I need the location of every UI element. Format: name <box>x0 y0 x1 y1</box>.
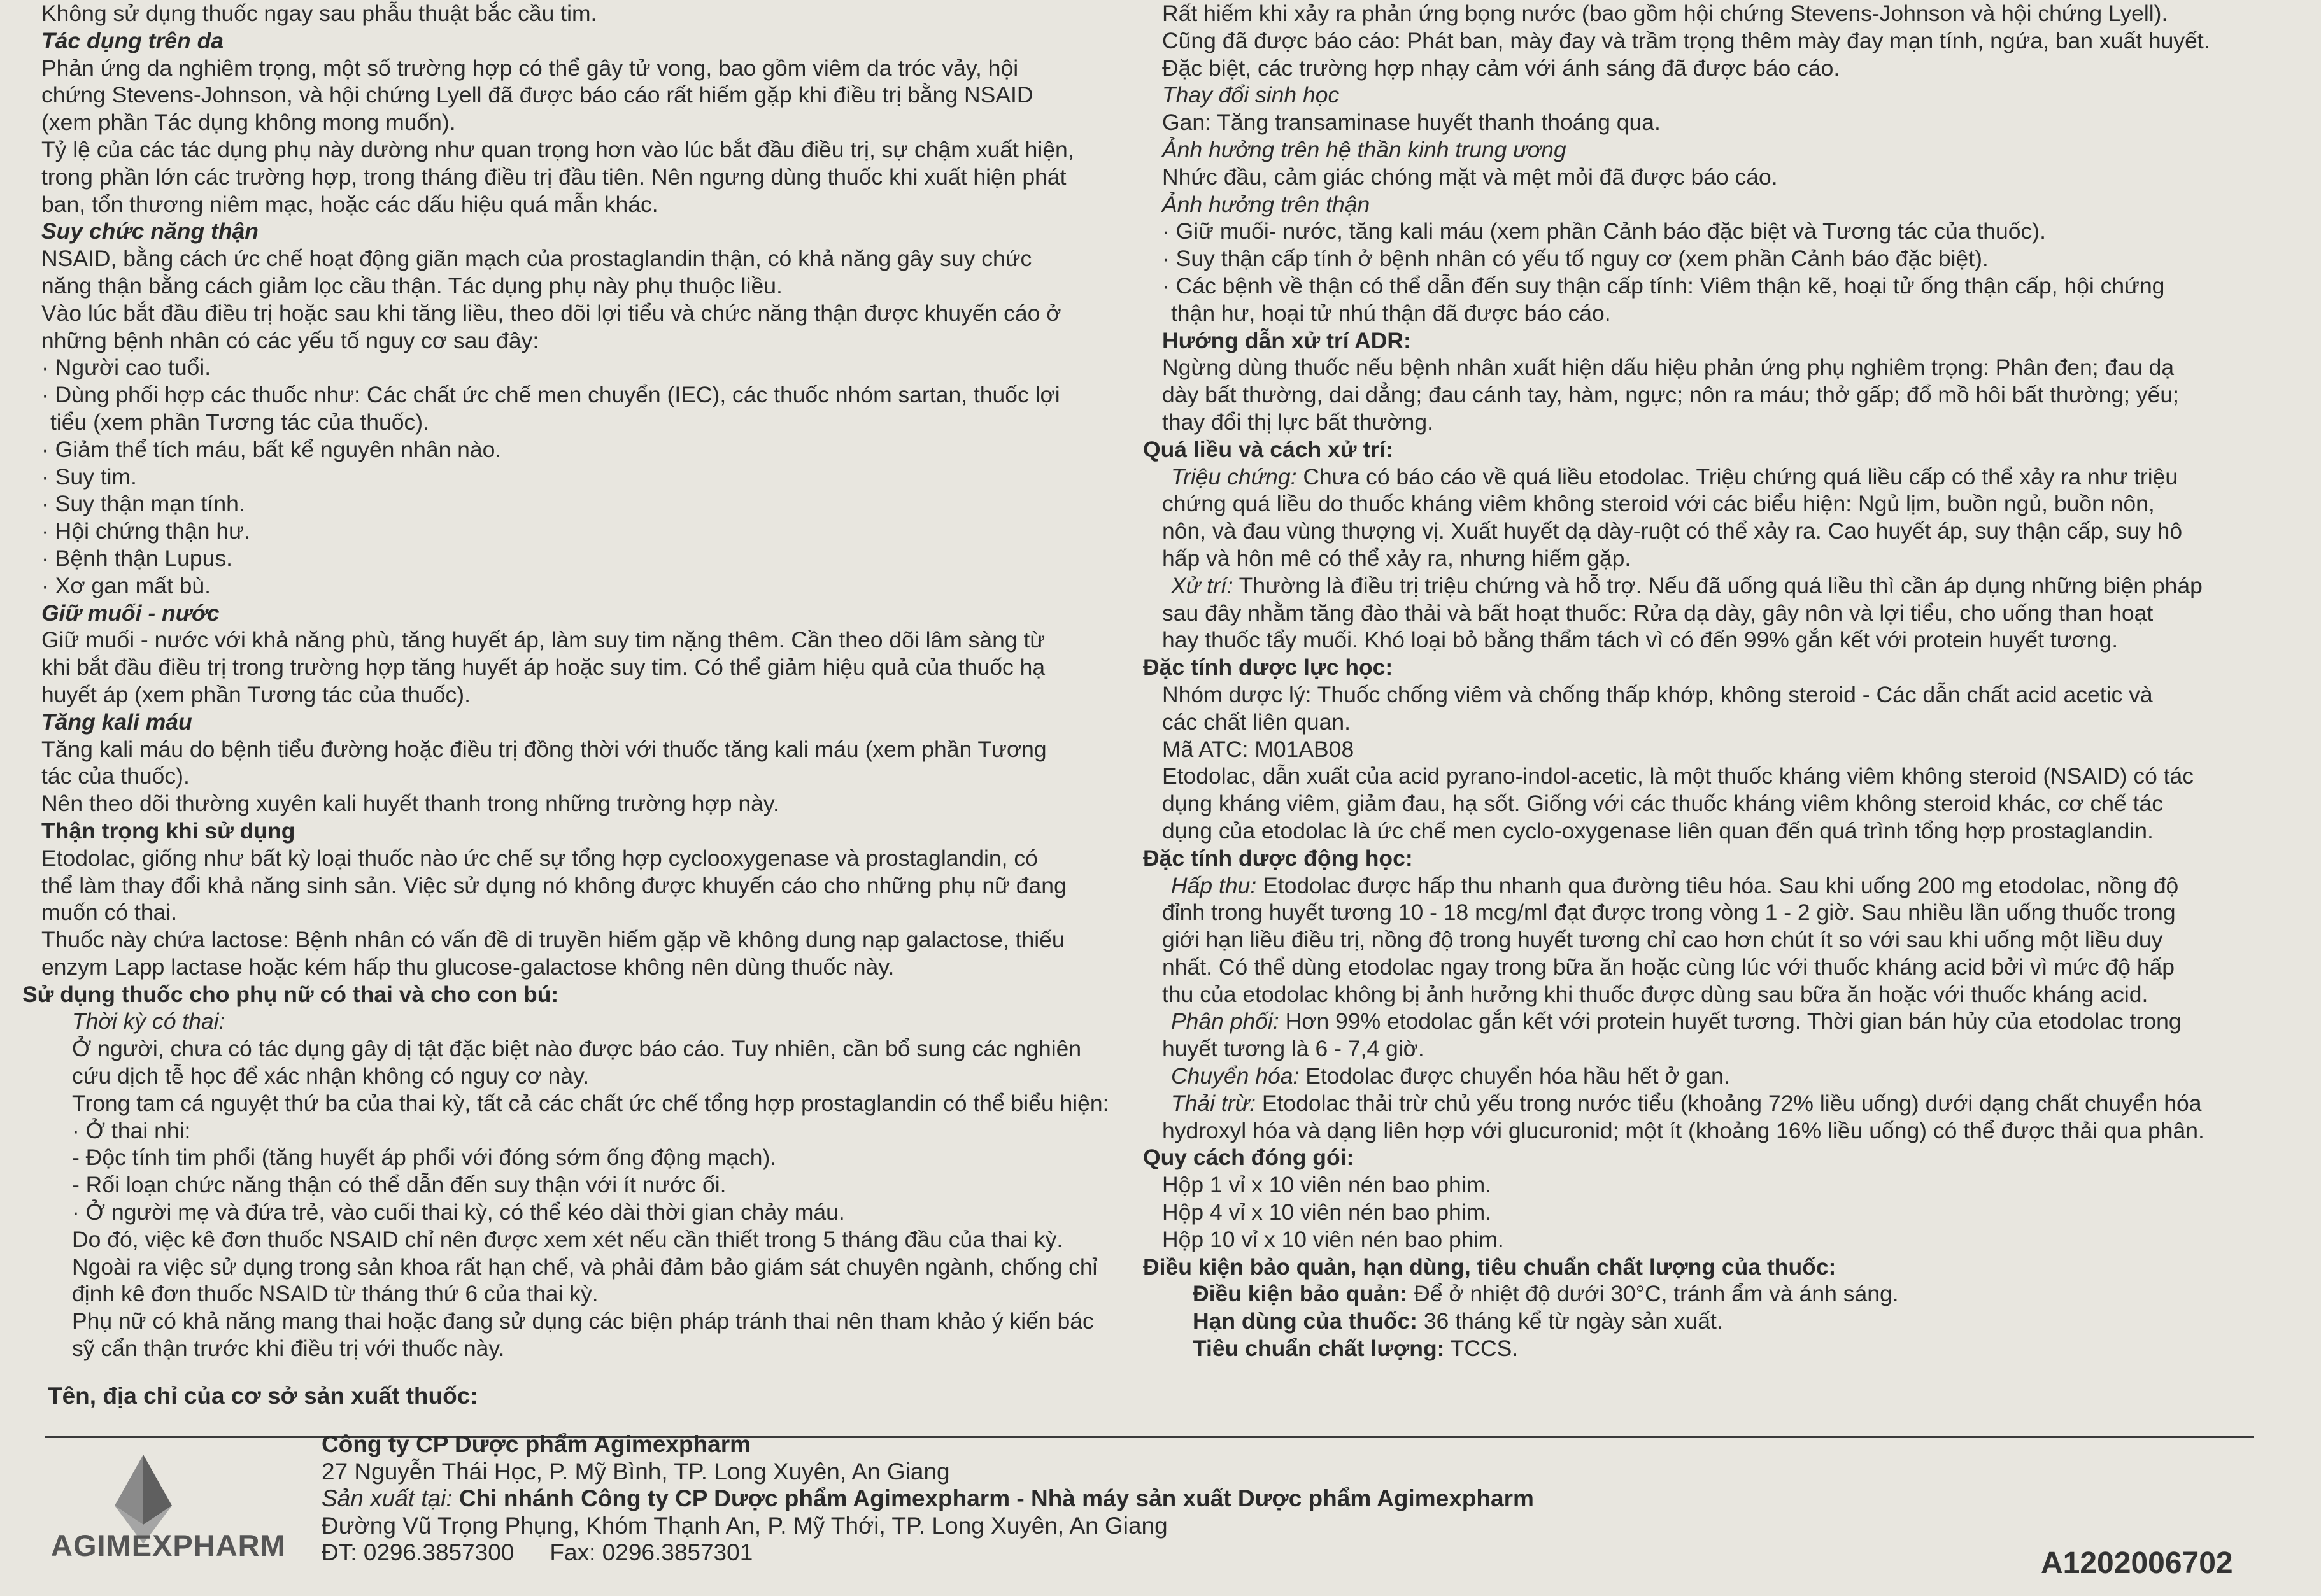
inline-label: Điều kiện bảo quản: <box>1193 1281 1408 1307</box>
text-line: Vào lúc bắt đầu điều trị hoặc sau khi tăng liều, theo dõi lợi tiểu và chức năng thận được khuyến cáo ở <box>41 300 1061 326</box>
inline-text: Etodolac thải trừ chủ yếu trong nước tiểu (khoảng 72% liều uống) dưới dạng chất chuyển hóa <box>1255 1090 2202 1116</box>
section-heading: Tác dụng trên da <box>41 27 224 53</box>
inline-label: Phân phối: <box>1171 1008 1279 1035</box>
text-line <box>1162 1063 2267 1090</box>
text-line: ban, tổn thương niêm mạc, hoặc các dấu hiệu quá mẫn khác. <box>41 191 658 217</box>
text-line: tác của thuốc). <box>41 763 190 789</box>
text-line: Hộp 1 vỉ x 10 viên nén bao phim. <box>1162 1172 1492 1198</box>
text-line: · Các bệnh về thận có thể dẫn đến suy thận cấp tính: Viêm thận kẽ, hoại tử ống thận cấp, hội chứng <box>1162 272 2165 299</box>
contact-line <box>322 1539 1534 1567</box>
inline-label: Xử trí: <box>1171 572 1233 598</box>
text-line: Phản ứng da nghiêm trọng, một số trường hợp có thể gây tử vong, bao gồm viêm da tróc vảy, hội <box>41 55 1019 81</box>
text-line: Tỷ lệ của các tác dụng phụ này dường như quan trọng hơn vào lúc bắt đầu điều trị, sự chậm xuất hiện, <box>41 136 1074 162</box>
text-line: Etodolac, giống như bất kỳ loại thuốc nào ức chế sự tổng hợp cyclooxygenase và prostaglandin, có <box>41 845 1038 871</box>
text-line: · Suy thận cấp tính ở bệnh nhân có yếu tố nguy cơ (xem phần Cảnh báo đặc biệt). <box>1162 246 1989 272</box>
text-line: · Ở người mẹ và đứa trẻ, vào cuối thai kỳ, có thể kéo dài thời gian chảy máu. <box>72 1199 845 1225</box>
document-code: A1202006702 <box>2041 1546 2233 1580</box>
text-line: thu của etodolac không bị ảnh hưởng khi thuốc được dùng sau bữa ăn hoặc với thuốc kháng acid. <box>1162 981 2148 1007</box>
manufacturer-heading: Tên, địa chỉ của cơ sở sản xuất thuốc: <box>48 1383 478 1409</box>
section-heading: Quá liều và cách xử trí: <box>1143 436 1393 462</box>
text-line: thay đổi thị lực bất thường. <box>1162 409 1434 435</box>
inline-label: Hấp thu: <box>1171 872 1257 898</box>
inline-text: Thường là điều trị triệu chứng và hỗ trợ. Nếu đã uống quá liều thì cần áp dụng những biện pháp <box>1233 572 2203 598</box>
text-line: dày bất thường, dai dẳng; đau cánh tay, hàm, ngực; nôn ra máu; thở gấp; đổ mồ hôi bất thường; yếu; <box>1162 382 2179 408</box>
text-line: Do đó, việc kê đơn thuốc NSAID chỉ nên được xem xét nếu cần thiết trong 5 tháng đầu của thai kỳ. <box>72 1226 1063 1252</box>
phone-number: ĐT: 0296.3857300 <box>322 1539 515 1565</box>
text-line: Trong tam cá nguyệt thứ ba của thai kỳ, tất cả các chất ức chế tổng hợp prostaglandin có thể biểu hiện: <box>72 1090 1109 1116</box>
text-line: · Ở thai nhi: <box>72 1117 191 1143</box>
subsection-heading: Thay đổi sinh học <box>1162 82 1340 108</box>
text-line: - Độc tính tim phổi (tăng huyết áp phổi với đóng sớm ống động mạch). <box>72 1145 777 1171</box>
text-line: · Giữ muối- nước, tăng kali máu (xem phần Cảnh báo đặc biệt và Tương tác của thuốc). <box>1162 218 2046 244</box>
text-line: Không sử dụng thuốc ngay sau phẫu thuật bắc cầu tim. <box>41 1 597 26</box>
company-address: 27 Nguyễn Thái Học, P. Mỹ Bình, TP. Long Xuyên, An Giang <box>322 1458 950 1485</box>
inline-text: Chưa có báo cáo về quá liều etodolac. Triệu chứng quá liều cấp có thể xảy ra như triệu <box>1296 463 2178 490</box>
inline-text: Để ở nhiệt độ dưới 30°C, tránh ẩm và ánh sáng. <box>1407 1281 1899 1307</box>
text-line: · Hội chứng thận hư. <box>41 518 250 544</box>
inline-label: Triệu chứng: <box>1171 463 1297 490</box>
inline-text: TCCS. <box>1444 1336 1519 1362</box>
text-line: · Suy thận mạn tính. <box>41 491 245 517</box>
text-line <box>1162 572 2267 600</box>
text-line: dụng của etodolac là ức chế men cyclo-oxygenase liên quan đến quá trình tổng hợp prostaglandin. <box>1162 817 2154 844</box>
right-column <box>1143 0 2267 1362</box>
text-line: Tăng kali máu do bệnh tiểu đường hoặc điều trị đồng thời với thuốc tăng kali máu (xem phần Tương <box>41 736 1047 762</box>
text-line: enzym Lapp lactase hoặc kém hấp thu glucose-galactose không nên dùng thuốc này. <box>41 954 895 980</box>
text-line: Phụ nữ có khả năng mang thai hoặc đang sử dụng các biện pháp tránh thai nên tham khảo ý kiến bác <box>72 1308 1094 1334</box>
text-line: Cũng đã được báo cáo: Phát ban, mày đay và trầm trọng thêm mày đay mạn tính, ngứa, ban xuất huyết. <box>1162 27 2210 53</box>
text-line: nôn, và đau vùng thượng vị. Xuất huyết dạ dày-ruột có thể xảy ra. Cao huyết áp, suy thận cấp, suy hô <box>1162 518 2183 544</box>
text-line: huyết tương là 6 - 7,4 giờ. <box>1162 1036 1424 1062</box>
text-line: Etodolac, dẫn xuất của acid pyrano-indol-acetic, là một thuốc kháng viêm không steroid (NSAID) có tác <box>1162 763 2194 789</box>
text-line: tiểu (xem phần Tương tác của thuốc). <box>50 409 429 435</box>
inline-text: 36 tháng kể từ ngày sản xuất. <box>1417 1308 1723 1334</box>
production-site <box>322 1485 1534 1513</box>
section-heading: Đặc tính dược lực học: <box>1143 654 1393 681</box>
inline-text: Hơn 99% etodolac gắn kết với protein huyết tương. Thời gian bán hủy của etodolac trong <box>1279 1008 2182 1035</box>
section-heading: Giữ muối - nước <box>41 600 220 626</box>
text-line: nhất. Có thể dùng etodolac ngay trong bữa ăn hoặc cùng lúc với thuốc kháng acid bởi vì mức độ hấp <box>1162 954 2175 980</box>
text-line: giới hạn liều điều trị, nồng độ trong huyết tương chỉ cao hơn chút ít so với sau khi uống một liều duy <box>1162 927 2163 953</box>
text-line: huyết áp (xem phần Tương tác của thuốc). <box>41 681 471 707</box>
text-line: khi bắt đầu điều trị trong trường hợp tăng huyết áp hoặc suy tim. Có thể giảm hiệu quả của thuốc hạ <box>41 654 1046 681</box>
inline-label: Thải trừ: <box>1171 1090 1256 1116</box>
text-line: Đặc biệt, các trường hợp nhạy cảm với ánh sáng đã được báo cáo. <box>1162 55 1840 81</box>
section-heading: Tăng kali máu <box>41 709 192 735</box>
text-line: - Rối loạn chức năng thận có thể dẫn đến suy thận với ít nước ối. <box>72 1172 727 1198</box>
fax-number: Fax: 0296.3857301 <box>550 1539 753 1565</box>
text-line: Hộp 4 vỉ x 10 viên nén bao phim. <box>1162 1199 1492 1225</box>
inline-text: Etodolac được chuyển hóa hầu hết ở gan. <box>1299 1063 1730 1089</box>
inline-text: Etodolac được hấp thu nhanh qua đường tiêu hóa. Sau khi uống 200 mg etodolac, nồng độ <box>1256 872 2179 898</box>
text-line: định kê đơn thuốc NSAID từ tháng thứ 6 của thai kỳ. <box>72 1281 599 1307</box>
text-line: Nhức đầu, cảm giác chóng mặt và mệt mỏi đã được báo cáo. <box>1162 164 1778 190</box>
text-line: Mã ATC: M01AB08 <box>1162 736 1354 762</box>
text-line: đỉnh trong huyết tương 10 - 18 mcg/ml đạt được trong vòng 1 - 2 giờ. Sau nhiều lần uống thuốc trong <box>1162 900 2176 926</box>
text-line: chứng quá liều do thuốc kháng viêm không steroid với các biểu hiện: Ngủ lịm, buồn ngủ, buồn nôn, <box>1162 491 2155 517</box>
text-line: · Người cao tuổi. <box>41 355 211 381</box>
text-line: cứu dịch tễ học để xác nhận không có nguy cơ này. <box>72 1063 590 1089</box>
subsection-heading: Thời kỳ có thai: <box>72 1008 225 1035</box>
text-line: Hộp 10 vỉ x 10 viên nén bao phim. <box>1162 1226 1504 1252</box>
text-line: muốn có thai. <box>41 900 178 926</box>
text-line: Ngừng dùng thuốc nếu bệnh nhân xuất hiện dấu hiệu phản ứng phụ nghiêm trọng: Phân đen; đau dạ <box>1162 355 2175 381</box>
section-heading: Hướng dẫn xử trí ADR: <box>1162 327 1411 353</box>
text-line: (xem phần Tác dụng không mong muốn). <box>41 109 456 136</box>
text-line: năng thận bằng cách giảm lọc cầu thận. Tác dụng phụ này phụ thuộc liều. <box>41 272 783 299</box>
text-line: dụng kháng viêm, giảm đau, hạ sốt. Giống với các thuốc kháng viêm không steroid khác, cơ chế tác <box>1162 791 2163 817</box>
text-line: trong phần lớn các trường hợp, trong tháng điều trị đầu tiên. Nên ngưng dùng thuốc khi xuất hiện phát <box>41 164 1067 190</box>
company-name: Công ty CP Dược phẩm Agimexpharm <box>322 1431 751 1457</box>
text-line: · Giảm thể tích máu, bất kể nguyên nhân nào. <box>41 436 502 462</box>
text-line: sau đây nhằm tăng đào thải và bất hoạt thuốc: Rửa dạ dày, gây nôn và lợi tiểu, cho uống than hoạt <box>1162 600 2154 626</box>
production-value: Chi nhánh Công ty CP Dược phẩm Agimexpharm - Nhà máy sản xuất Dược phẩm Agimexpharm <box>452 1485 1534 1511</box>
text-line: hydroxyl hóa và dạng liên hợp với glucuronid; một ít (khoảng 16% liều uống) có thể được thải qua phân. <box>1162 1117 2204 1143</box>
text-line: thể làm thay đổi khả năng sinh sản. Việc sử dụng nó không được khuyến cáo cho những phụ nữ đang <box>41 872 1067 898</box>
text-line: Giữ muối - nước với khả năng phù, tăng huyết áp, làm suy tim nặng thêm. Cần theo dõi lâm sàng từ <box>41 627 1046 653</box>
text-line: Ngoài ra việc sử dụng trong sản khoa rất hạn chế, và phải đảm bảo giám sát chuyên ngành, chống chỉ <box>72 1253 1098 1280</box>
inline-label: Hạn dùng của thuốc: <box>1193 1308 1418 1334</box>
text-line: · Bệnh thận Lupus. <box>41 545 232 571</box>
text-line: các chất liên quan. <box>1162 709 1351 735</box>
text-line <box>1162 463 2267 491</box>
text-line <box>1162 1308 2267 1335</box>
text-line: Rất hiếm khi xảy ra phản ứng bọng nước (bao gồm hội chứng Stevens-Johnson và hội chứng Lyell). <box>1162 1 2168 26</box>
text-line <box>1162 1280 2267 1308</box>
subsection-heading: Ảnh hưởng trên thận <box>1162 191 1370 217</box>
factory-address: Đường Vũ Trọng Phụng, Khóm Thạnh An, P. Mỹ Thới, TP. Long Xuyên, An Giang <box>322 1512 1168 1539</box>
inline-label: Tiêu chuẩn chất lượng: <box>1193 1336 1445 1362</box>
text-line <box>1162 872 2267 900</box>
text-line: NSAID, bằng cách ức chế hoạt động giãn mạch của prostaglandin thận, có khả năng gây suy chức <box>41 246 1032 272</box>
text-line <box>1162 1090 2267 1117</box>
text-line: Nên theo dõi thường xuyên kali huyết thanh trong những trường hợp này. <box>41 791 779 817</box>
text-line <box>1162 1335 2267 1362</box>
section-heading: Suy chức năng thận <box>41 218 259 244</box>
left-column <box>22 0 1127 1362</box>
subsection-heading: Ảnh hưởng trên hệ thần kinh trung ương <box>1162 136 1566 162</box>
production-label: Sản xuất tại: <box>322 1485 453 1511</box>
section-heading: Điều kiện bảo quản, hạn dùng, tiêu chuẩn chất lượng của thuốc: <box>1143 1253 1836 1280</box>
text-line: Gan: Tăng transaminase huyết thanh thoáng qua. <box>1162 109 1661 136</box>
text-line: · Dùng phối hợp các thuốc như: Các chất ức chế men chuyển (IEC), các thuốc nhóm sartan, thuốc lợi <box>41 382 1060 408</box>
section-heading: Đặc tính dược động học: <box>1143 845 1413 871</box>
text-line: · Xơ gan mất bù. <box>41 572 211 598</box>
section-heading: Thận trọng khi sử dụng <box>41 817 295 844</box>
text-line: hay thuốc tẩy muối. Khó loại bỏ bằng thẩm tách vì có đến 99% gắn kết với protein huyết tương. <box>1162 627 2119 653</box>
text-line <box>1162 1008 2267 1035</box>
logo-wordmark: AGIMEXPHARM <box>51 1529 286 1562</box>
section-heading: Sử dụng thuốc cho phụ nữ có thai và cho con bú: <box>22 981 559 1007</box>
inline-label: Chuyển hóa: <box>1171 1063 1300 1089</box>
text-line: sỹ cẩn thận trước khi điều trị với thuốc này. <box>72 1336 505 1362</box>
text-line: chứng Stevens-Johnson, và hội chứng Lyell đã được báo cáo rất hiếm gặp khi điều trị bằng NSAID <box>41 82 1033 108</box>
manufacturer-info <box>322 1431 1534 1567</box>
text-line: Nhóm dược lý: Thuốc chống viêm và chống thấp khớp, không steroid - Các dẫn chất acid acetic và <box>1162 681 2153 707</box>
text-line: hấp và hôn mê có thể xảy ra, nhưng hiếm gặp. <box>1162 545 1631 571</box>
section-heading: Quy cách đóng gói: <box>1143 1145 1354 1171</box>
text-line: những bệnh nhân có các yếu tố nguy cơ sau đây: <box>41 327 539 353</box>
text-line: Ở người, chưa có tác dụng gây dị tật đặc biệt nào được báo cáo. Tuy nhiên, cần bổ sung các nghiên <box>72 1036 1082 1062</box>
text-line: thận hư, hoại tử nhú thận đã được báo cáo. <box>1171 300 1611 326</box>
text-line: Thuốc này chứa lactose: Bệnh nhân có vấn đề di truyền hiếm gặp về không dung nạp galactose, thiếu <box>41 927 1065 953</box>
text-line: · Suy tim. <box>41 463 137 490</box>
